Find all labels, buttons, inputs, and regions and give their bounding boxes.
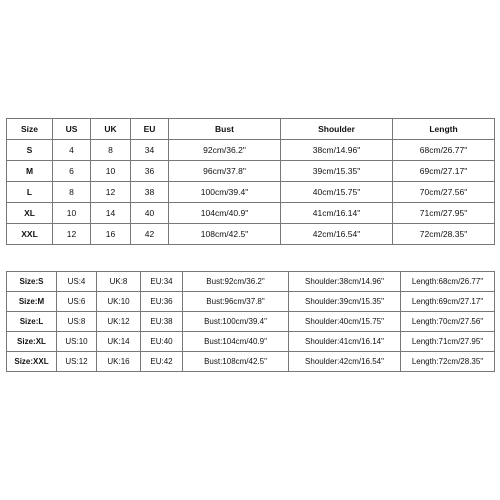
cell-eu: 36	[131, 161, 169, 182]
cell-size: XXL	[7, 224, 53, 245]
cell-uk: 8	[91, 140, 131, 161]
cell-uk: UK:8	[97, 272, 141, 292]
cell-shoulder: Shoulder:38cm/14.96"	[289, 272, 401, 292]
cell-bust: Bust:104cm/40.9"	[183, 332, 289, 352]
cell-us: US:8	[57, 312, 97, 332]
cell-length: 71cm/27.95"	[393, 203, 495, 224]
header-length: Length	[393, 119, 495, 140]
cell-bust: 100cm/39.4"	[169, 182, 281, 203]
header-eu: EU	[131, 119, 169, 140]
cell-us: 4	[53, 140, 91, 161]
cell-uk: UK:10	[97, 292, 141, 312]
cell-us: US:4	[57, 272, 97, 292]
cell-eu: EU:38	[141, 312, 183, 332]
header-size: Size	[7, 119, 53, 140]
cell-us: US:6	[57, 292, 97, 312]
cell-shoulder: Shoulder:42cm/16.54"	[289, 352, 401, 372]
cell-shoulder: Shoulder:41cm/16.14"	[289, 332, 401, 352]
table-row	[7, 312, 495, 332]
cell-size: S	[7, 140, 53, 161]
cell-length: Length:70cm/27.56"	[401, 312, 495, 332]
cell-bust: 92cm/36.2"	[169, 140, 281, 161]
table-row	[7, 140, 495, 161]
cell-uk: UK:14	[97, 332, 141, 352]
cell-size: Size:S	[7, 272, 57, 292]
table-header-row	[7, 119, 495, 140]
cell-shoulder: 38cm/14.96"	[281, 140, 393, 161]
cell-uk: 10	[91, 161, 131, 182]
cell-uk: UK:12	[97, 312, 141, 332]
cell-size: L	[7, 182, 53, 203]
cell-eu: 42	[131, 224, 169, 245]
cell-size: Size:XXL	[7, 352, 57, 372]
cell-bust: Bust:108cm/42.5"	[183, 352, 289, 372]
table-row	[7, 161, 495, 182]
cell-length: 69cm/27.17"	[393, 161, 495, 182]
cell-eu: EU:36	[141, 292, 183, 312]
header-bust: Bust	[169, 119, 281, 140]
header-shoulder: Shoulder	[281, 119, 393, 140]
cell-size: Size:XL	[7, 332, 57, 352]
cell-uk: UK:16	[97, 352, 141, 372]
cell-bust: Bust:92cm/36.2"	[183, 272, 289, 292]
cell-shoulder: 41cm/16.14"	[281, 203, 393, 224]
cell-length: Length:71cm/27.95"	[401, 332, 495, 352]
header-us: US	[53, 119, 91, 140]
cell-shoulder: Shoulder:39cm/15.35"	[289, 292, 401, 312]
table-row	[7, 332, 495, 352]
size-chart-labeled-table	[6, 271, 495, 372]
cell-eu: 38	[131, 182, 169, 203]
cell-bust: Bust:96cm/37.8"	[183, 292, 289, 312]
cell-length: 70cm/27.56"	[393, 182, 495, 203]
cell-length: Length:72cm/28.35"	[401, 352, 495, 372]
cell-us: 12	[53, 224, 91, 245]
cell-eu: EU:40	[141, 332, 183, 352]
table-row	[7, 292, 495, 312]
cell-bust: 108cm/42.5"	[169, 224, 281, 245]
cell-shoulder: Shoulder:40cm/15.75"	[289, 312, 401, 332]
cell-uk: 16	[91, 224, 131, 245]
cell-us: 6	[53, 161, 91, 182]
cell-length: 68cm/26.77"	[393, 140, 495, 161]
cell-uk: 14	[91, 203, 131, 224]
cell-length: 72cm/28.35"	[393, 224, 495, 245]
cell-length: Length:68cm/26.77"	[401, 272, 495, 292]
cell-size: M	[7, 161, 53, 182]
cell-shoulder: 39cm/15.35"	[281, 161, 393, 182]
cell-eu: EU:42	[141, 352, 183, 372]
table-row	[7, 224, 495, 245]
cell-length: Length:69cm/27.17"	[401, 292, 495, 312]
cell-size: Size:M	[7, 292, 57, 312]
size-chart-table	[6, 118, 495, 245]
cell-eu: EU:34	[141, 272, 183, 292]
cell-uk: 12	[91, 182, 131, 203]
header-uk: UK	[91, 119, 131, 140]
cell-us: US:10	[57, 332, 97, 352]
cell-us: 8	[53, 182, 91, 203]
table-row	[7, 352, 495, 372]
table-row	[7, 182, 495, 203]
cell-us: US:12	[57, 352, 97, 372]
table-row	[7, 272, 495, 292]
cell-size: XL	[7, 203, 53, 224]
cell-bust: Bust:100cm/39.4"	[183, 312, 289, 332]
cell-us: 10	[53, 203, 91, 224]
cell-bust: 96cm/37.8"	[169, 161, 281, 182]
table-row	[7, 203, 495, 224]
cell-size: Size:L	[7, 312, 57, 332]
cell-shoulder: 42cm/16.54"	[281, 224, 393, 245]
cell-shoulder: 40cm/15.75"	[281, 182, 393, 203]
cell-bust: 104cm/40.9"	[169, 203, 281, 224]
cell-eu: 40	[131, 203, 169, 224]
cell-eu: 34	[131, 140, 169, 161]
